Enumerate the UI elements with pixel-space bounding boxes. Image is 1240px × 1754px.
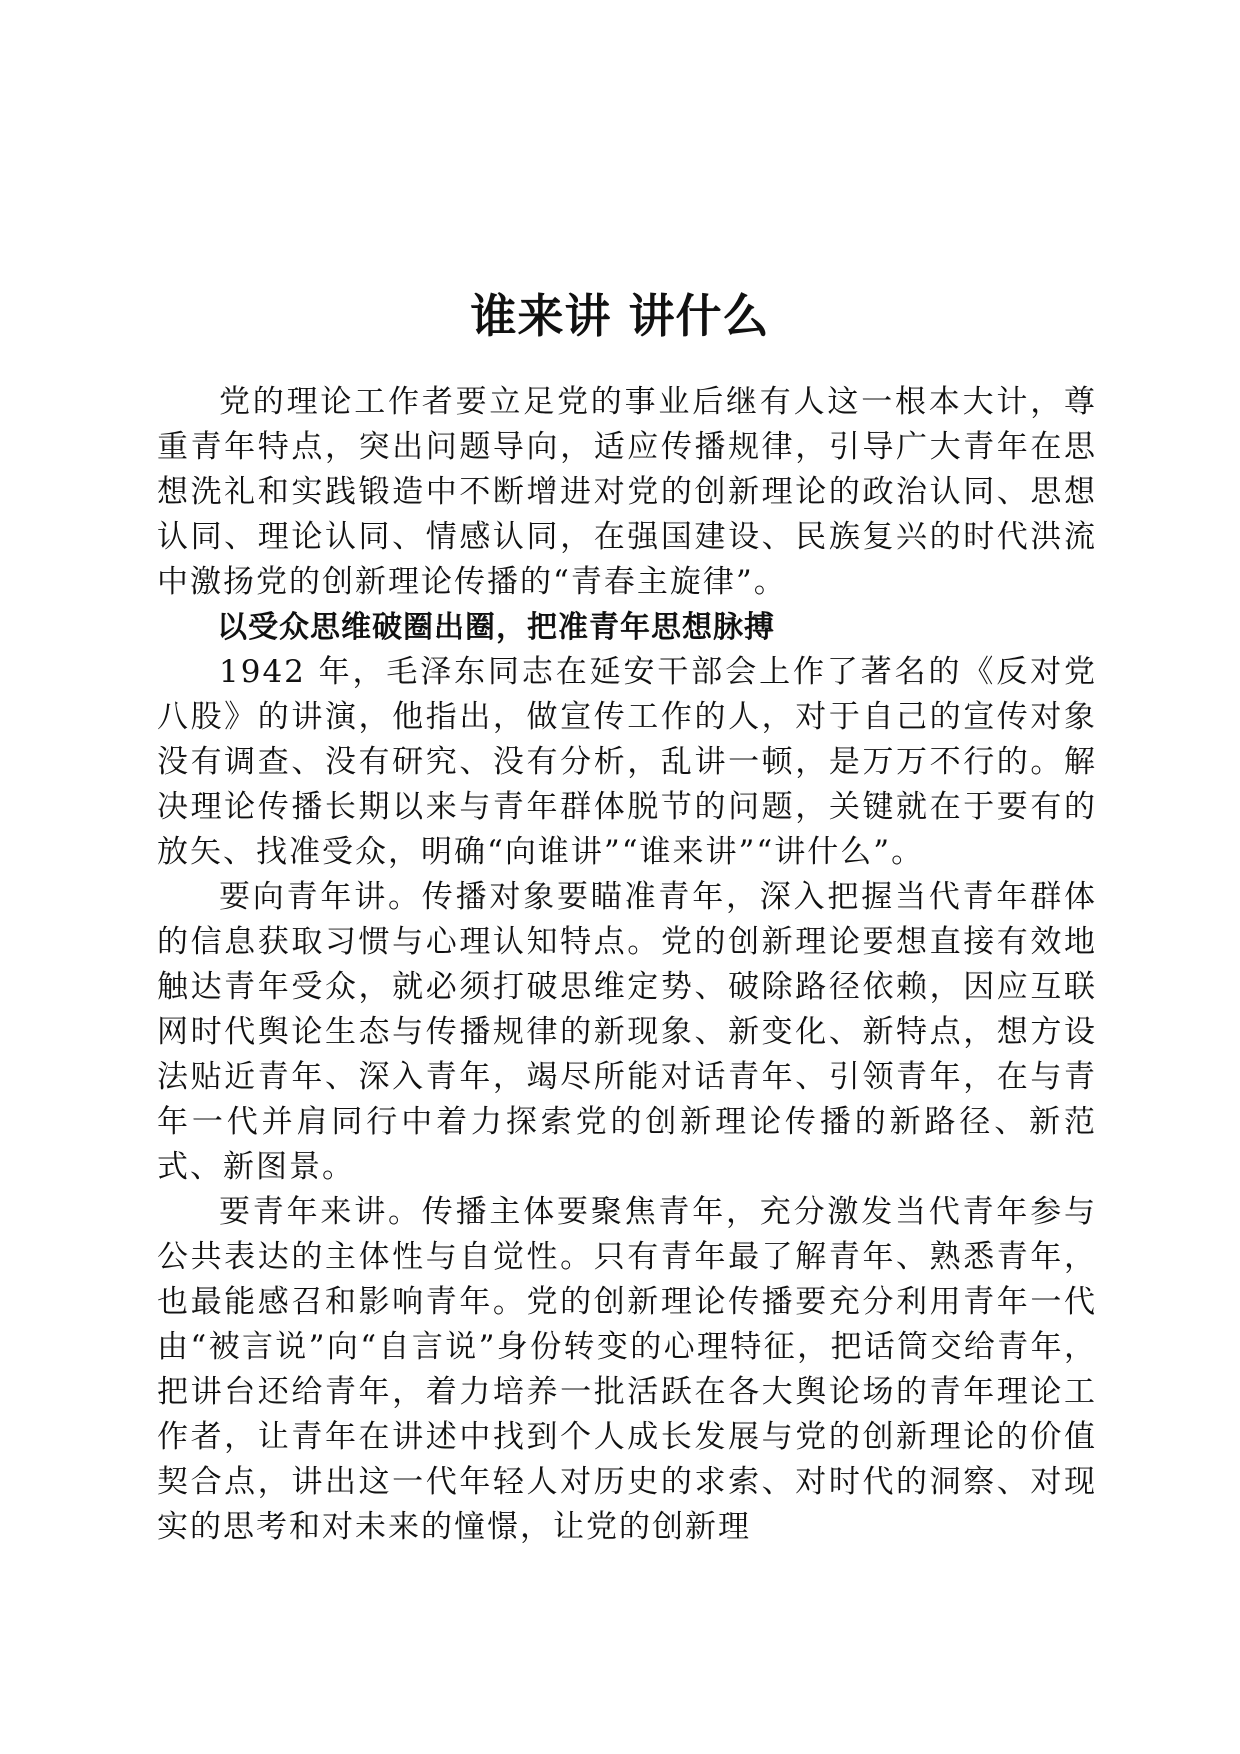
intro-paragraph: 党的理论工作者要立足党的事业后继有人这一根本大计，尊重青年特点，突出问题导向，适应传播规律，引导广大青年在思想洗礼和实践锻造中不断增进对党的创新理论的政治认同、思想认同、理论认同、情感认同，在强国建设、民族复兴的时代洪流中激扬党的创新理论传播的“青春主旋律”。 xyxy=(157,384,1097,600)
article-body xyxy=(157,380,1097,1550)
page-title: 谁来讲 讲什么 xyxy=(470,288,770,343)
body-paragraph-3: 要青年来讲。传播主体要聚焦青年，充分激发当代青年参与公共表达的主体性与自觉性。只有青年最了解青年、熟悉青年，也最能感召和影响青年。党的创新理论传播要充分利用青年一代由“被言说”向“自言说”身份转变的心理特征，把话筒交给青年，把讲台还给青年，着力培养一批活跃在各大舆论场的青年理论工作者，让青年在讲述中找到个人成长发展与党的创新理论的价值契合点，讲出这一代年轻人对历史的求索、对时代的洞察、对现实的思考和对未来的憧憬，让党的创新理 xyxy=(157,1194,1097,1545)
body-paragraph-2: 要向青年讲。传播对象要瞄准青年，深入把握当代青年群体的信息获取习惯与心理认知特点。党的创新理论要想直接有效地触达青年受众，就必须打破思维定势、破除路径依赖，因应互联网时代舆论生态与传播规律的新现象、新变化、新特点，想方设法贴近青年、深入青年，竭尽所能对话青年、引领青年，在与青年一代并肩同行中着力探索党的创新理论传播的新路径、新范式、新图景。 xyxy=(157,879,1097,1185)
section-heading: 以受众思维破圈出圈，把准青年思想脉搏 xyxy=(217,610,775,645)
body-paragraph-1: 1942 年，毛泽东同志在延安干部会上作了著名的《反对党八股》的讲演，他指出，做宣传工作的人，对于自己的宣传对象没有调查、没有研究、没有分析，乱讲一顿，是万万不行的。解决理论传播长期以来与青年群体脱节的问题，关键就在于要有的放矢、找准受众，明确“向谁讲”“谁来讲”“讲什么”。 xyxy=(157,654,1097,870)
